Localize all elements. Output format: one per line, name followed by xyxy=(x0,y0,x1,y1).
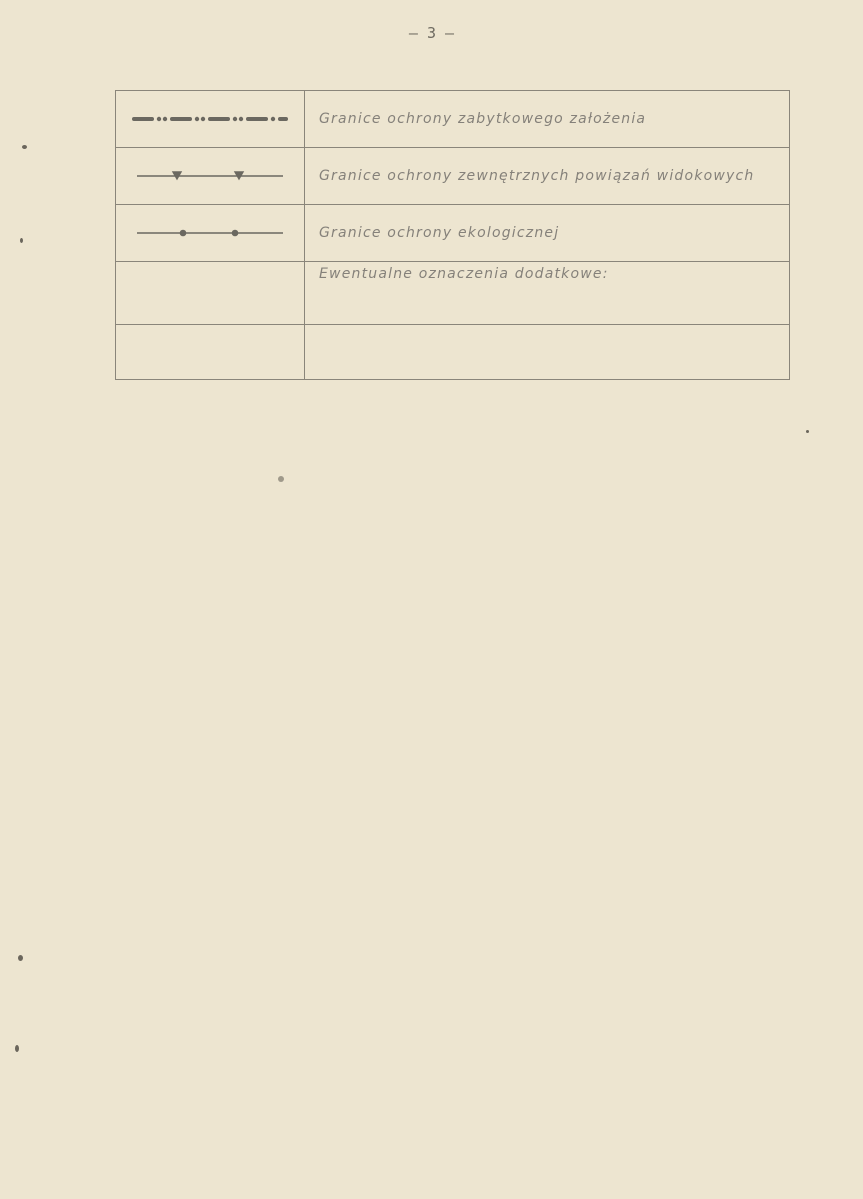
dot-line-symbol xyxy=(135,227,285,239)
legend-symbol-cell xyxy=(116,91,305,148)
legend-row xyxy=(116,205,790,262)
paper-speck xyxy=(806,430,809,433)
legend-row xyxy=(116,91,790,148)
paper-speck xyxy=(278,476,284,482)
paper-speck xyxy=(18,955,23,961)
legend-symbol-cell xyxy=(116,325,305,380)
legend-description: Granice ochrony zabytkowego założenia xyxy=(305,91,790,148)
page-number: – 3 – xyxy=(408,24,455,42)
legend-symbol-cell xyxy=(116,148,305,205)
legend-symbol-cell xyxy=(116,205,305,262)
legend-row xyxy=(116,148,790,205)
paper-speck xyxy=(15,1045,19,1052)
legend-symbol-cell xyxy=(116,262,305,325)
paper-speck xyxy=(20,238,23,243)
paper-speck xyxy=(22,145,27,149)
legend-description: Granice ochrony ekologicznej xyxy=(305,205,790,262)
legend-table xyxy=(115,90,790,380)
legend-description xyxy=(305,325,790,380)
legend-row xyxy=(116,262,790,325)
triangle-line-symbol xyxy=(135,170,285,182)
legend-description: Ewentualne oznaczenia dodatkowe: xyxy=(305,262,790,325)
legend-row xyxy=(116,325,790,380)
dash-dot-dot-line-symbol xyxy=(130,114,290,124)
legend-description: Granice ochrony zewnętrznych powiązań widokowych xyxy=(305,148,790,205)
